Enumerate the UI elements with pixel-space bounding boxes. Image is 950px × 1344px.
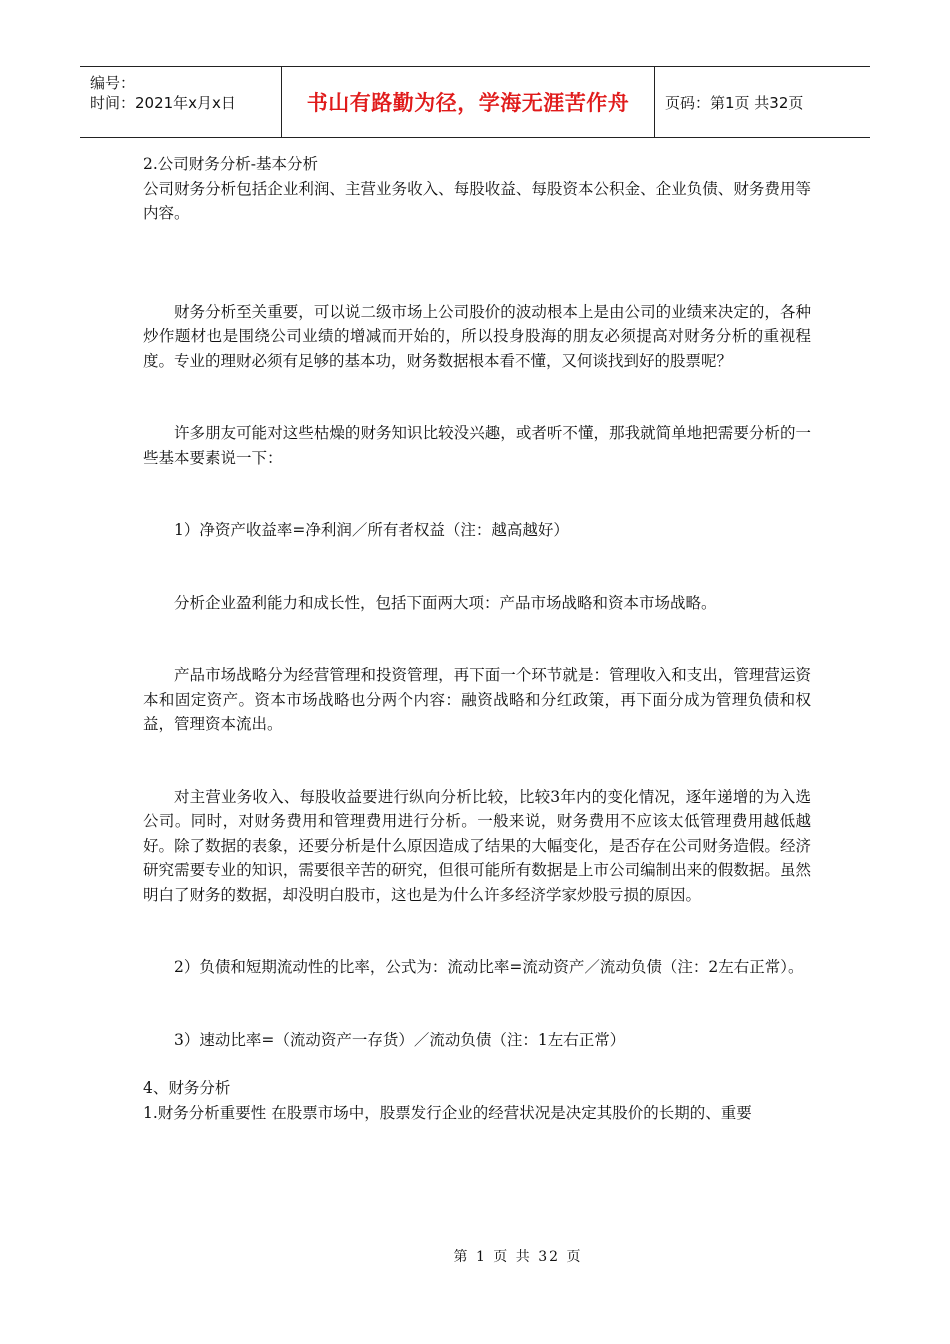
- document-body: [143, 152, 811, 1125]
- paragraph-profitability: 分析企业盈利能力和成长性，包括下面两大项：产品市场战略和资本市场战略。: [174, 593, 717, 612]
- time-label: 时间：2021年x月x日: [90, 94, 236, 112]
- paragraph-roe-formula: 1）净资产收益率=净利润／所有者权益（注：越高越好）: [174, 521, 569, 539]
- page-footer: 第 1 页 共 32 页: [453, 1249, 583, 1265]
- section-title: 2.公司财务分析-基本分析: [143, 155, 319, 173]
- paragraph-market-strategy: 产品市场战略分为经营管理和投资管理，再下面一个环节就是：管理收入和支出，管理营运资本和固定资产。资本市场战略也分两个内容：融资战略和分红政策，再下面分成为管理负债和权益，管理资本流出。: [143, 666, 811, 733]
- paragraph-basic-elements: 许多朋友可能对这些枯燥的财务知识比较没兴趣，或者听不懂，那我就简单地把需要分析的一些基本要素说一下：: [143, 424, 811, 467]
- header-meta: [80, 67, 282, 137]
- header-motto: 书山有路勤为径，学海无涯苦作舟: [282, 67, 655, 137]
- paragraph-current-ratio: 2）负债和短期流动性的比率，公式为：流动比率=流动资产／流动负债（注：2左右正常）。: [174, 958, 804, 976]
- paragraph-quick-ratio: 3）速动比率=（流动资产一存货）／流动负债（注：1左右正常）: [174, 1030, 626, 1049]
- paragraph-vertical-analysis: 对主营业务收入、每股收益要进行纵向分析比较，比较3年内的变化情况，逐年递增的为入选公司。同时，对财务费用和管理费用进行分析。一般来说，财务费用不应该太低管理费用越低越好。除了数据的表象，还要分析是什么原因造成了结果的大幅变化，是否存在公司财务造假。经济研究需要专业的知识，需要很辛苦的研究，但很可能所有数据是上市公司编制出来的假数据。虽然明白了财务的数据，却没明白股市，这也是为什么许多经济学家炒股亏损的原因。: [143, 787, 811, 904]
- intro-paragraph: 公司财务分析包括企业利润、主营业务收入、每股收益、每股资本公积金、企业负债、财务费用等内容。: [143, 179, 811, 222]
- document-header: [80, 66, 870, 138]
- section4-title: 4、财务分析: [143, 1079, 231, 1097]
- paragraph-importance: 财务分析至关重要，可以说二级市场上公司股价的波动根本上是由公司的业绩来决定的，各种炒作题材也是围绕公司业绩的增减而开始的，所以投身股海的朋友必须提高对财务分析的重视程度。专业的理财必须有足够的基本功，财务数据根本看不懂，又何谈找到好的股票呢？: [143, 302, 811, 370]
- paragraph-section4-start: 1.财务分析重要性 在股票市场中，股票发行企业的经营状况是决定其股价的长期的、重要: [143, 1103, 752, 1122]
- header-page-info: 页码：第1页 共32页: [665, 93, 804, 112]
- serial-number-label: 编号：: [90, 74, 136, 92]
